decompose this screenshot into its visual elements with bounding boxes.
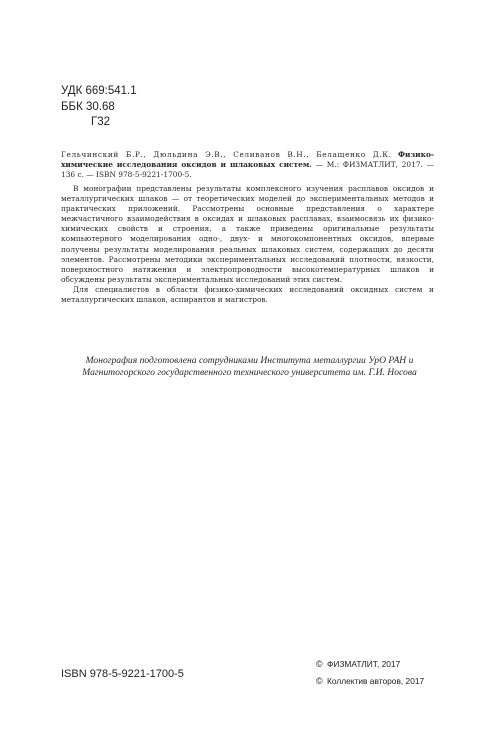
publication-info: — М.: ФИЗМАТЛИТ, 2017. — 136 с. — ISBN 978-5-9221-1700-5. — [61, 160, 434, 180]
copyright-line — [316, 673, 424, 690]
bibliographic-record — [61, 150, 434, 180]
udk-code: УДК 669:541.1 — [61, 85, 137, 97]
isbn: ISBN 978-5-9221-1700-5 — [61, 668, 184, 680]
authors: Гельчинский Б.Р., Дюльдина Э.В., Селиванов В.Н., Белащенко Д.К. — [61, 150, 392, 159]
book-title: Физико-химические исследования оксидов и шлаковых систем. — [61, 150, 434, 170]
abstract-paragraph: Для специалистов в области физико-химических исследований оксидных систем и металлургических шлаков, аспирантов и магистров. — [61, 284, 434, 305]
copyright-icon: © — [316, 676, 323, 686]
author-mark: Г32 — [91, 116, 111, 128]
copyright-block — [316, 656, 424, 690]
copyright-publisher: ФИЗМАТЛИТ, 2017 — [326, 659, 401, 669]
copyright-authors: Коллектив авторов, 2017 — [326, 676, 425, 686]
copyright-line — [316, 656, 424, 673]
classification-block — [61, 84, 137, 131]
copyright-icon: © — [316, 659, 323, 669]
abstract-paragraph: В монографии представлены результаты комплексного изучения расплавов оксидов и металлургических шлаков — от теоретических моделей до экспериментальных методов и практических приложений. Рассмотрены основные представления о характере межчастичного взаимодействия в оксидах и шлаковых расплавах, взаимосвязь их физико-химических свойств и строения, а также приведены оригинальные результаты компьютерного моделирования одно-, двух- и многокомпонентных оксидов, впервые получены результаты моделирования реальных шлаковых систем, содержащих до десяти элементов. Рассмотрены методики экспериментальных исследований плотности, вязкости, поверхностного натяжения и электропроводности высокотемпературных шлаков и обсуждены результаты экспериментальных исследований этих систем. — [61, 184, 434, 284]
bbk-code: ББК 30.68 — [61, 100, 115, 113]
institution-note: Монография подготовлена сотрудниками Института металлургии УрО РАН и Магнитогорского государственного технического университета им. Г.И. Носова — [82, 355, 417, 379]
abstract — [61, 184, 434, 305]
